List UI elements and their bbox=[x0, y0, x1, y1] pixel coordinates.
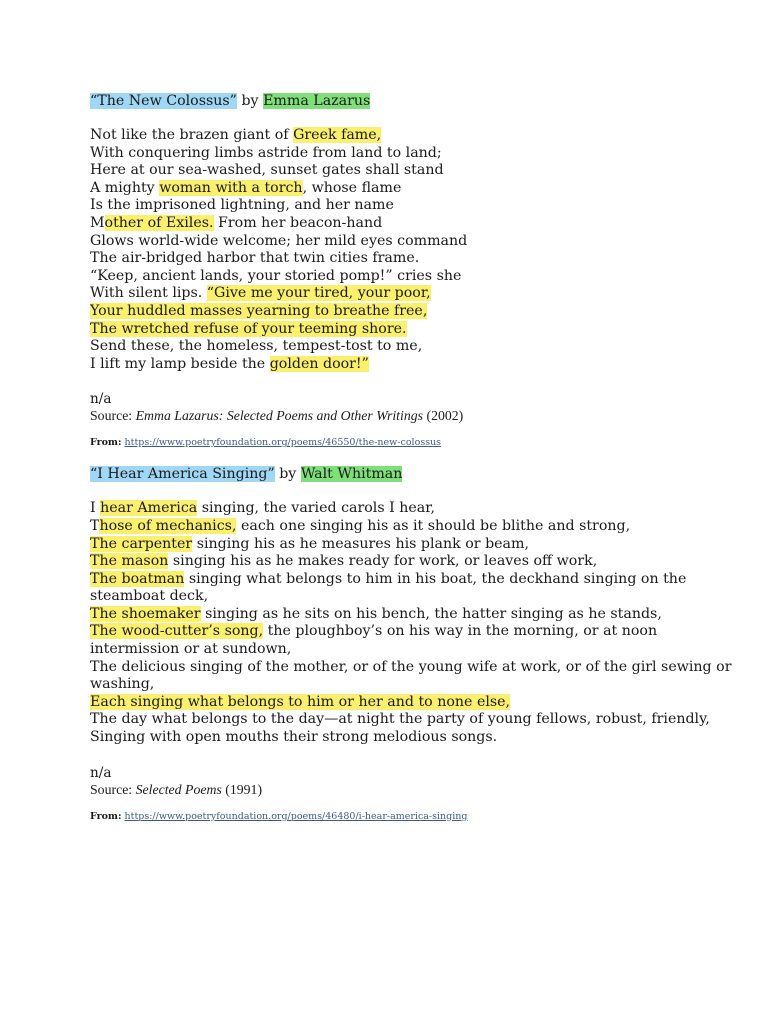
line-text: Glows world-wide welcome; her mild eyes command bbox=[90, 232, 468, 249]
line-text: I bbox=[90, 500, 101, 517]
poem-line bbox=[90, 518, 750, 536]
line-text: M bbox=[90, 214, 105, 231]
na-note: n/a bbox=[90, 764, 112, 781]
line-text: A mighty bbox=[90, 179, 160, 196]
highlighted-text: The mason bbox=[90, 553, 169, 570]
source-line bbox=[90, 407, 750, 424]
line-text: The delicious singing of the mother, or of the young wife at work, or of the girl sewing or bbox=[90, 658, 732, 675]
poem-line bbox=[90, 233, 750, 251]
poem-line bbox=[90, 659, 750, 677]
line-text: T bbox=[90, 517, 100, 534]
highlighted-text: hear America bbox=[100, 500, 198, 517]
poem-line bbox=[90, 127, 750, 145]
source-line bbox=[90, 781, 750, 798]
line-text: With silent lips. bbox=[90, 285, 207, 302]
from-link[interactable]: https://www.poetryfoundation.org/poems/46480/i-hear-america-singing bbox=[124, 810, 468, 822]
line-text: intermission or at sundown, bbox=[90, 641, 292, 658]
line-text: singing his as he makes ready for work, or leaves off work, bbox=[168, 553, 598, 570]
poem-author: Walt Whitman bbox=[300, 466, 403, 483]
poem-line bbox=[90, 162, 750, 180]
poem-line bbox=[90, 321, 750, 339]
poem-line bbox=[90, 356, 750, 374]
from-line bbox=[90, 811, 750, 823]
by-label: by bbox=[236, 93, 264, 109]
highlighted-text: “Give me your tired, your poor, bbox=[206, 285, 431, 302]
highlighted-text: The shoemaker bbox=[90, 605, 201, 622]
poem-title: “I Hear America Singing” bbox=[90, 466, 275, 483]
line-text: each one singing his as it should be blithe and strong, bbox=[236, 517, 631, 534]
by-label: by bbox=[274, 466, 301, 483]
document-page bbox=[90, 92, 750, 823]
source-title: Emma Lazarus: Selected Poems and Other Writings bbox=[135, 408, 424, 424]
line-text: Singing with open mouths their strong melodious songs. bbox=[90, 729, 498, 746]
line-text: singing, the varied carols I hear, bbox=[197, 500, 435, 517]
highlighted-text: other of Exiles. bbox=[104, 214, 214, 231]
line-text: , whose flame bbox=[302, 179, 402, 196]
poem-line bbox=[90, 180, 750, 198]
line-text: singing his as he measures his plank or beam, bbox=[192, 535, 529, 552]
poem-line bbox=[90, 711, 750, 729]
poem-body bbox=[90, 500, 750, 746]
highlighted-text: woman with a torch bbox=[159, 179, 303, 196]
from-line bbox=[90, 437, 750, 449]
poem-section-2 bbox=[90, 465, 750, 822]
poem-line bbox=[90, 268, 750, 286]
from-label: From: bbox=[90, 437, 122, 449]
poem-author: Emma Lazarus bbox=[263, 93, 371, 109]
line-text: steamboat deck, bbox=[90, 588, 209, 605]
poem-line bbox=[90, 338, 750, 356]
poem-line bbox=[90, 285, 750, 303]
line-text: singing what belongs to him in his boat, the deckhand singing on the bbox=[184, 570, 687, 587]
poem-heading bbox=[90, 465, 750, 483]
source-title: Selected Poems bbox=[135, 781, 222, 797]
highlighted-text: hose of mechanics, bbox=[99, 517, 237, 534]
poem-line bbox=[90, 145, 750, 163]
source-year: (1991) bbox=[221, 781, 263, 797]
na-note: n/a bbox=[90, 391, 112, 408]
line-text: singing as he sits on his bench, the hatter singing as he stands, bbox=[200, 605, 662, 622]
line-text: Is the imprisoned lightning, and her name bbox=[90, 197, 394, 214]
poem-line bbox=[90, 588, 750, 606]
poem-line bbox=[90, 571, 750, 589]
source-label: Source: bbox=[90, 408, 136, 424]
poem-line bbox=[90, 694, 750, 712]
line-text: the ploughboy’s on his way in the morning, or at noon bbox=[263, 623, 658, 640]
line-text: Not like the brazen giant of bbox=[90, 127, 294, 143]
poem-line bbox=[90, 500, 750, 518]
line-text: washing, bbox=[90, 676, 155, 693]
poem-section-1 bbox=[90, 92, 750, 449]
highlighted-text: Your huddled masses yearning to breathe free, bbox=[90, 302, 428, 319]
line-text: The air-bridged harbor that twin cities frame. bbox=[90, 250, 420, 267]
poem-line bbox=[90, 641, 750, 659]
highlighted-text: The wretched refuse of your teeming shore. bbox=[90, 320, 407, 337]
highlighted-text: The boatman bbox=[90, 570, 185, 587]
poem-heading bbox=[90, 92, 750, 110]
from-link[interactable]: https://www.poetryfoundation.org/poems/46550/the-new-colossus bbox=[124, 437, 442, 449]
source-label: Source: bbox=[90, 781, 136, 797]
line-text: Here at our sea-washed, sunset gates shall stand bbox=[90, 162, 444, 179]
source-year: (2002) bbox=[423, 408, 464, 424]
highlighted-text: The wood-cutter’s song, bbox=[90, 623, 264, 640]
poem-line bbox=[90, 215, 750, 233]
line-text: With conquering limbs astride from land to land; bbox=[90, 144, 442, 161]
highlighted-text: The carpenter bbox=[90, 535, 193, 552]
line-text: Send these, the homeless, tempest-tost to me, bbox=[90, 338, 423, 355]
line-text: From her beacon-hand bbox=[213, 214, 383, 231]
poem-title: “The New Colossus” bbox=[90, 93, 237, 109]
poem-line bbox=[90, 250, 750, 268]
poem-line bbox=[90, 606, 750, 624]
highlighted-text: golden door!” bbox=[269, 355, 369, 372]
line-text: The day what belongs to the day—at night the party of young fellows, robust, friendly, bbox=[90, 711, 710, 728]
line-text: I lift my lamp beside the bbox=[90, 355, 270, 372]
poem-line bbox=[90, 197, 750, 215]
highlighted-text: Greek fame, bbox=[293, 127, 382, 143]
poem-line bbox=[90, 553, 750, 571]
highlighted-text: Each singing what belongs to him or her and to none else, bbox=[90, 693, 511, 710]
poem-line bbox=[90, 623, 750, 641]
from-label: From: bbox=[90, 810, 122, 822]
poem-body bbox=[90, 127, 750, 373]
poem-line bbox=[90, 676, 750, 694]
poem-line bbox=[90, 303, 750, 321]
line-text: “Keep, ancient lands, your storied pomp!” cries she bbox=[90, 267, 462, 284]
poem-line bbox=[90, 536, 750, 554]
poem-line bbox=[90, 729, 750, 747]
